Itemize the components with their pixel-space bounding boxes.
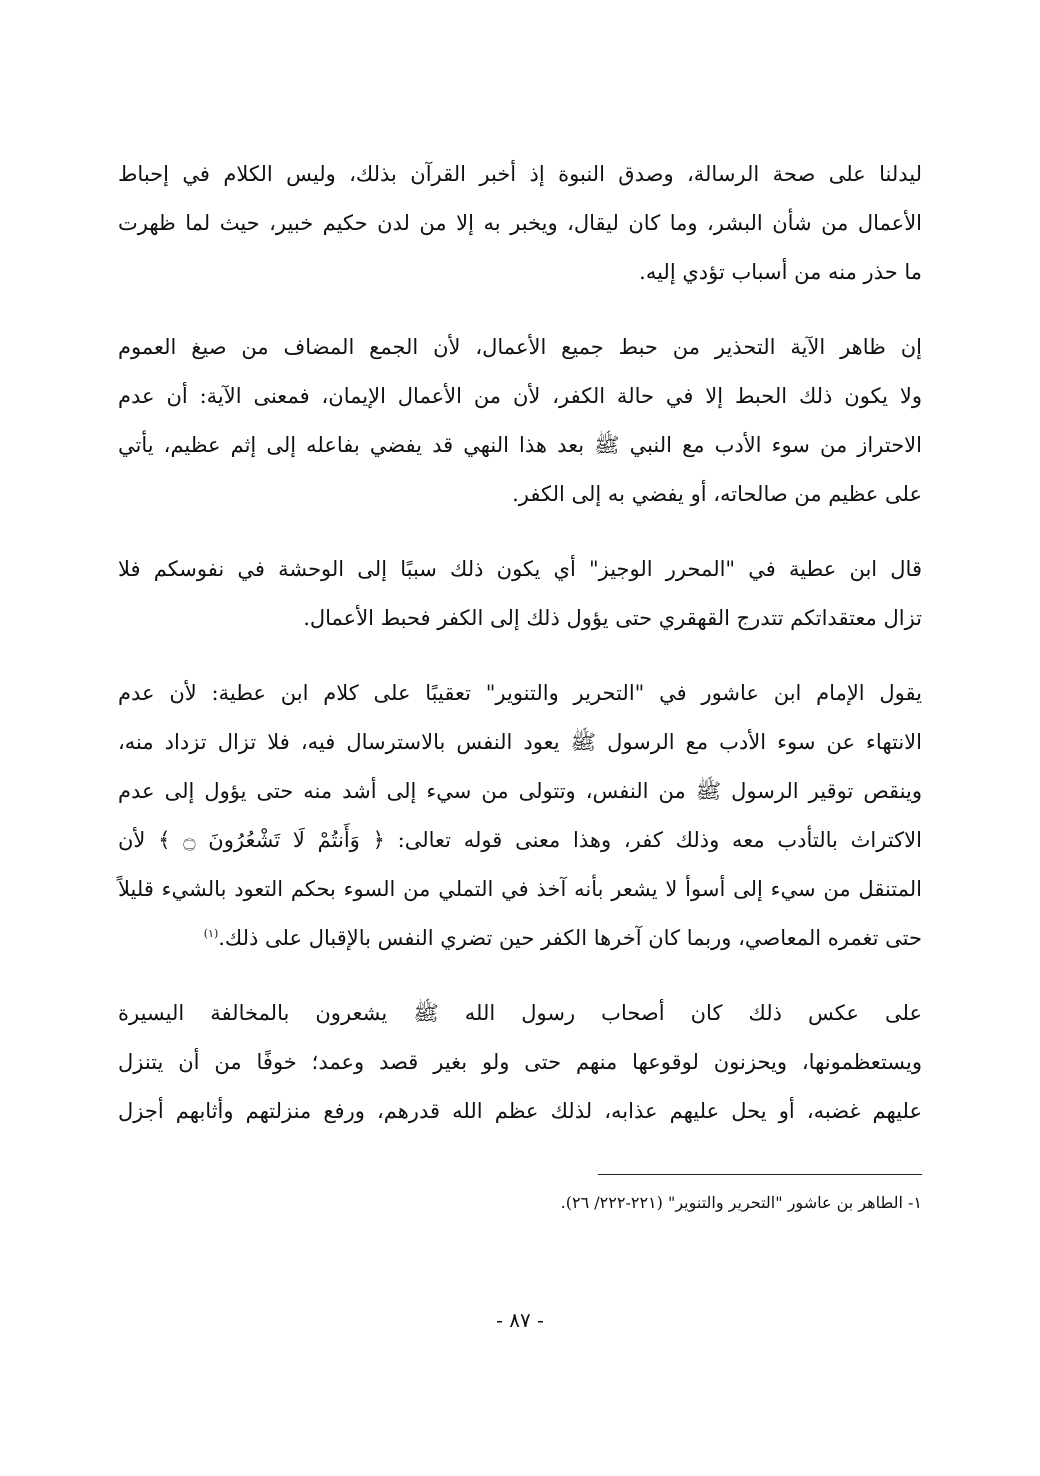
body-text — [118, 150, 922, 1162]
paragraph-2 — [118, 323, 922, 519]
text-line: الاحتراز من سوء الأدب مع النبي ﷺ بعد هذا النهي قد يفضي بفاعله إلى إثم عظيم، يأتي — [118, 433, 922, 457]
text-line: عليهم غضبه، أو يحل عليهم عذابه، لذلك عظم الله قدرهم، ورفع منزلتهم وأثابهم أجزل — [118, 1099, 922, 1123]
paragraph-5 — [118, 989, 922, 1136]
text-line: وينقص توقير الرسول ﷺ من النفس، وتتولى من سيء إلى أشد منه حتى يؤول إلى عدم — [118, 779, 922, 803]
text-line: على عكس ذلك كان أصحاب رسول الله ﷺ يشعرون بالمخالفة اليسيرة — [118, 1001, 922, 1025]
text-line-with-footnote — [118, 914, 922, 963]
text-line: ما حذر منه من أسباب تؤدي إليه. — [639, 260, 922, 284]
text-line: يقول الإمام ابن عاشور في "التحرير والتنوير" تعقيبًا على كلام ابن عطية: لأن عدم — [118, 681, 922, 705]
paragraph-3 — [118, 545, 922, 643]
text-line: على عظيم من صالحاته، أو يفضي به إلى الكفر. — [512, 482, 922, 506]
footnote: ١- الطاهر بن عاشور "التحرير والتنوير" (٢٢١-٢٢٢/ ٢٦). — [560, 1193, 922, 1212]
footnote-marker: (١) — [203, 927, 219, 940]
text-line-content: حتى تغمره المعاصي، وربما كان آخرها الكفر حين تضري النفس بالإقبال على ذلك. — [218, 926, 922, 950]
text-line: تزال معتقداتكم تتدرج القهقري حتى يؤول ذلك إلى الكفر فحبط الأعمال. — [303, 606, 922, 630]
text-line: الأعمال من شأن البشر، وما كان ليقال، ويخبر به إلا من لدن حكيم خبير، حيث لما ظهرت — [118, 211, 922, 235]
page-number: - ٨٧ - — [496, 1308, 544, 1332]
text-line: الانتهاء عن سوء الأدب مع الرسول ﷺ يعود النفس بالاسترسال فيه، فلا تزال تزداد منه، — [118, 730, 922, 754]
text-line: الاكتراث بالتأدب معه وذلك كفر، وهذا معنى قوله تعالى: ﴿ وَأَنتُمْ لَا تَشْعُرُونَ ۝ ﴾ لأن — [118, 828, 922, 852]
text-line: قال ابن عطية في "المحرر الوجيز" أي يكون ذلك سببًا إلى الوحشة في نفوسكم فلا — [118, 557, 922, 581]
paragraph-1 — [118, 150, 922, 297]
text-line: ليدلنا على صحة الرسالة، وصدق النبوة إذ أخبر القرآن بذلك، وليس الكلام في إحباط — [118, 162, 922, 186]
text-line: ويستعظمونها، ويحزنون لوقوعها منهم حتى ولو بغير قصد وعمد؛ خوفًا من أن يتنزل — [118, 1050, 922, 1074]
text-line: إن ظاهر الآية التحذير من حبط جميع الأعمال، لأن الجمع المضاف من صيغ العموم — [118, 335, 922, 359]
text-line: المتنقل من سيء إلى أسوأ لا يشعر بأنه آخذ في التملي من السوء بحكم التعود بالشيء قليلاً — [118, 877, 922, 901]
text-line: ولا يكون ذلك الحبط إلا في حالة الكفر، لأن من الأعمال الإيمان، فمعنى الآية: أن عدم — [118, 384, 922, 408]
paragraph-4 — [118, 669, 922, 963]
footnote-divider — [598, 1174, 922, 1175]
